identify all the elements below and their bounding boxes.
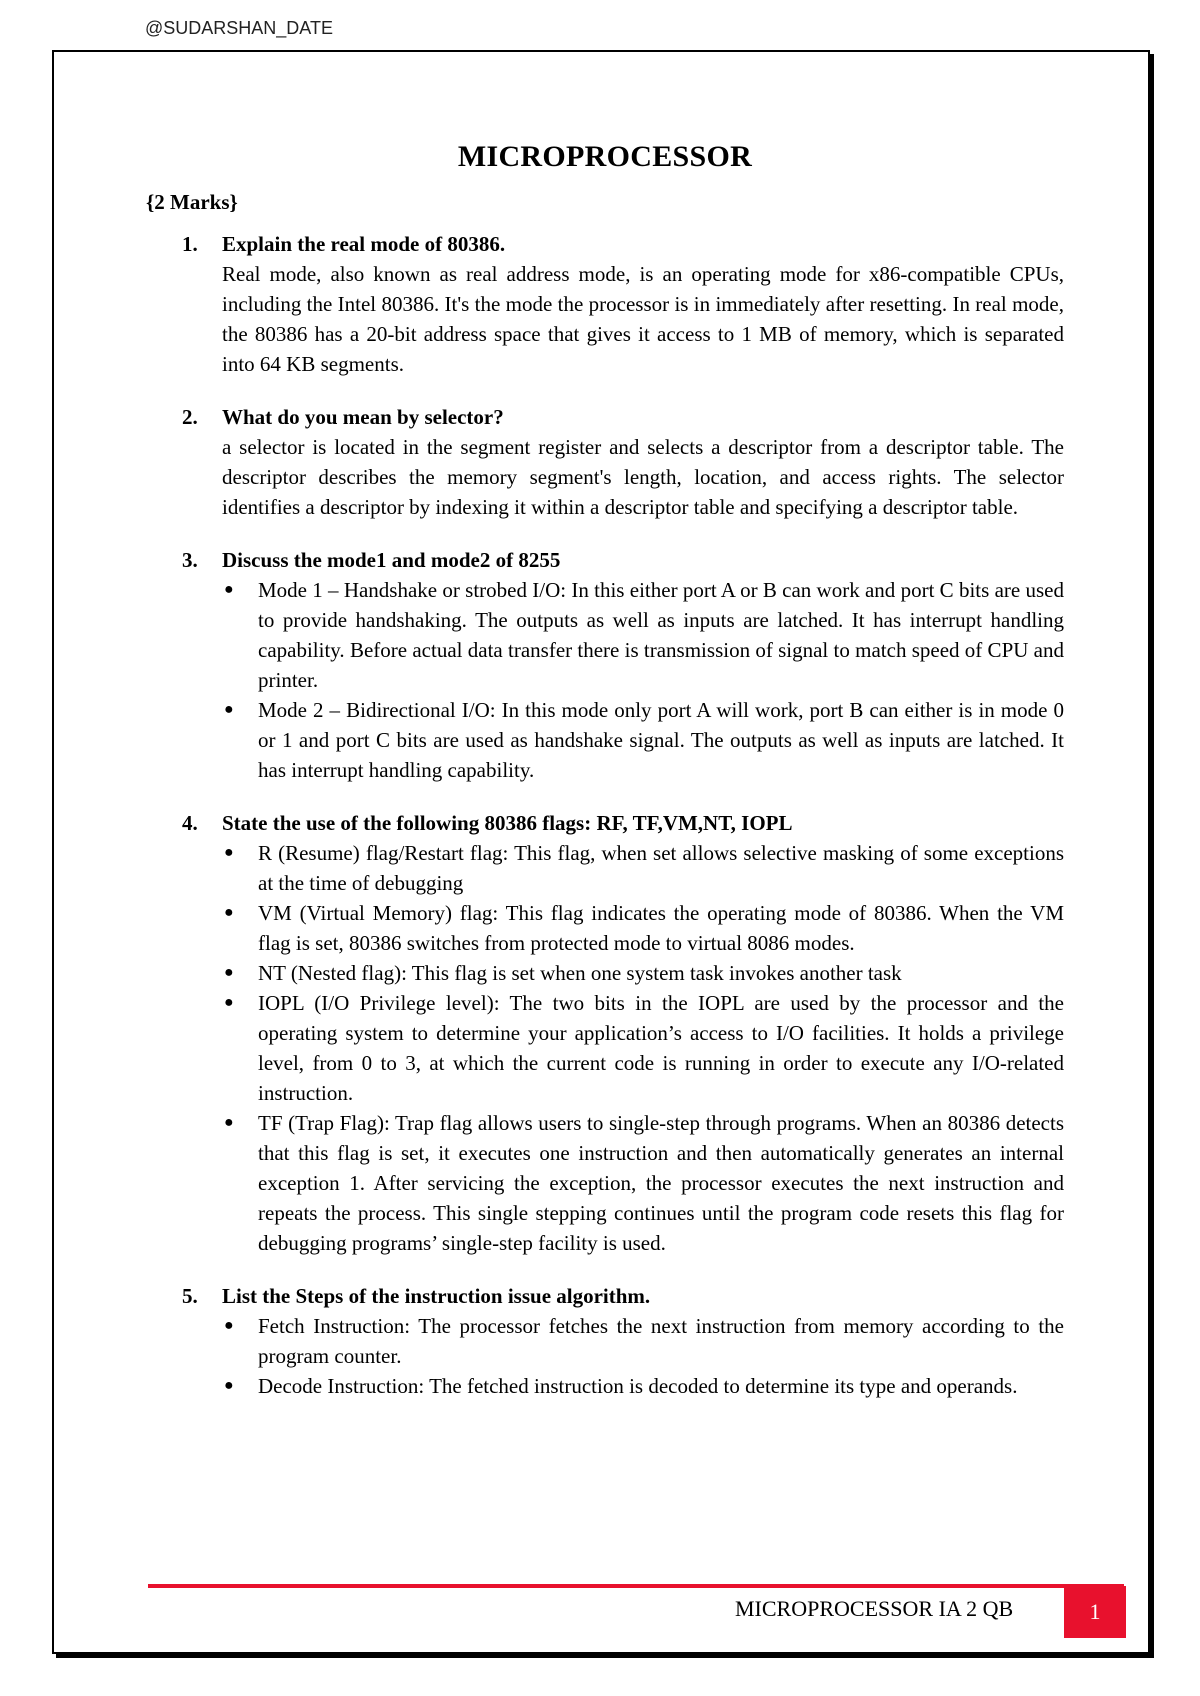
- bullet-item: ● Fetch Instruction: The processor fetches the next instruction from memory according to the program counter.: [222, 1311, 1064, 1371]
- question-title: What do you mean by selector?: [222, 405, 504, 429]
- question-title: List the Steps of the instruction issue algorithm.: [222, 1284, 651, 1308]
- watermark: @SUDARSHAN_DATE: [145, 18, 333, 38]
- bullet-item: ● IOPL (I/O Privilege level): The two bits in the IOPL are used by the processor and the operating system to determine your application’s access to I/O facilities. It holds a privilege level, from 0 to 3, at which the current code is running in order to execute any I/O-related instruction.: [222, 988, 1064, 1108]
- marks-heading: {2 Marks}: [146, 190, 238, 214]
- bullet-icon: ●: [224, 581, 234, 598]
- answer-bullets: [146, 1311, 1064, 1401]
- page-number: 1: [1089, 1599, 1101, 1624]
- question-4: [146, 808, 1064, 1258]
- bullet-icon: ●: [224, 904, 234, 921]
- bullet-icon: ●: [224, 844, 234, 861]
- question-number: 5.: [182, 1284, 198, 1308]
- bullet-icon: ●: [224, 1317, 234, 1334]
- bullet-item: ● R (Resume) flag/Restart flag: This flag, when set allows selective masking of some exceptions at the time of debugging: [222, 838, 1064, 898]
- bullet-item: ● Mode 2 – Bidirectional I/O: In this mode only port A will work, port B can either is in mode 0 or 1 and port C bits are used as handshake signal. The outputs as well as inputs are latched. It has interrupt handling capability.: [222, 695, 1064, 785]
- question-3: [146, 545, 1064, 785]
- bullet-item: ● Mode 1 – Handshake or strobed I/O: In this either port A or B can work and port C bits are used to provide handshaking. The outputs as well as inputs are latched. It has interrupt handling capability. Before actual data transfer there is transmission of signal to match speed of CPU and printer.: [222, 575, 1064, 695]
- question-title: Discuss the mode1 and mode2 of 8255: [222, 548, 561, 572]
- question-number: 2.: [182, 405, 198, 429]
- answer-bullets: [146, 575, 1064, 785]
- bullet-icon: ●: [224, 994, 234, 1011]
- bullet-item: ● TF (Trap Flag): Trap flag allows users to single-step through programs. When an 80386 detects that this flag is set, it executes one instruction and then automatically generates an internal exception 1. After servicing the exception, the processor executes the next instruction and repeats the process. This single stepping continues until the program code resets this flag for debugging programs’ single-step facility is used.: [222, 1108, 1064, 1258]
- bullet-icon: ●: [224, 964, 234, 981]
- bullet-icon: ●: [224, 1377, 234, 1394]
- answer-text: a selector is located in the segment register and selects a descriptor from a descriptor table. The descriptor describes the memory segment's length, location, and access rights. The selector identifies a descriptor by indexing it within a descriptor table and specifying a descriptor table.: [222, 435, 1064, 519]
- bullet-icon: ●: [224, 1114, 234, 1131]
- page-number-badge: [1064, 1586, 1126, 1638]
- bullet-item: ● VM (Virtual Memory) flag: This flag indicates the operating mode of 80386. When the VM flag is set, 80386 switches from protected mode to virtual 8086 modes.: [222, 898, 1064, 958]
- question-title: State the use of the following 80386 flags: RF, TF,VM,NT, IOPL: [222, 811, 793, 835]
- question-title: Explain the real mode of 80386.: [222, 232, 506, 256]
- bullet-icon: ●: [224, 701, 234, 718]
- answer-text: Real mode, also known as real address mode, is an operating mode for x86-compatible CPUs, including the Intel 80386. It's the mode the processor is in immediately after resetting. In real mode, the 80386 has a 20-bit address space that gives it access to 1 MB of memory, which is separated into 64 KB segments.: [222, 262, 1064, 376]
- footer-rule: [148, 1584, 1124, 1588]
- question-number: 4.: [182, 811, 198, 835]
- document-body: [146, 140, 1064, 1424]
- document-title: MICROPROCESSOR: [457, 140, 753, 173]
- question-1: [146, 229, 1064, 379]
- question-number: 1.: [182, 232, 198, 256]
- footer-title: MICROPROCESSOR IA 2 QB: [735, 1596, 1014, 1621]
- question-2: [146, 402, 1064, 522]
- question-number: 3.: [182, 548, 198, 572]
- bullet-item: ● Decode Instruction: The fetched instruction is decoded to determine its type and operands.: [222, 1371, 1064, 1401]
- question-5: [146, 1281, 1064, 1401]
- bullet-item: ● NT (Nested flag): This flag is set when one system task invokes another task: [222, 958, 1064, 988]
- answer-bullets: [146, 838, 1064, 1258]
